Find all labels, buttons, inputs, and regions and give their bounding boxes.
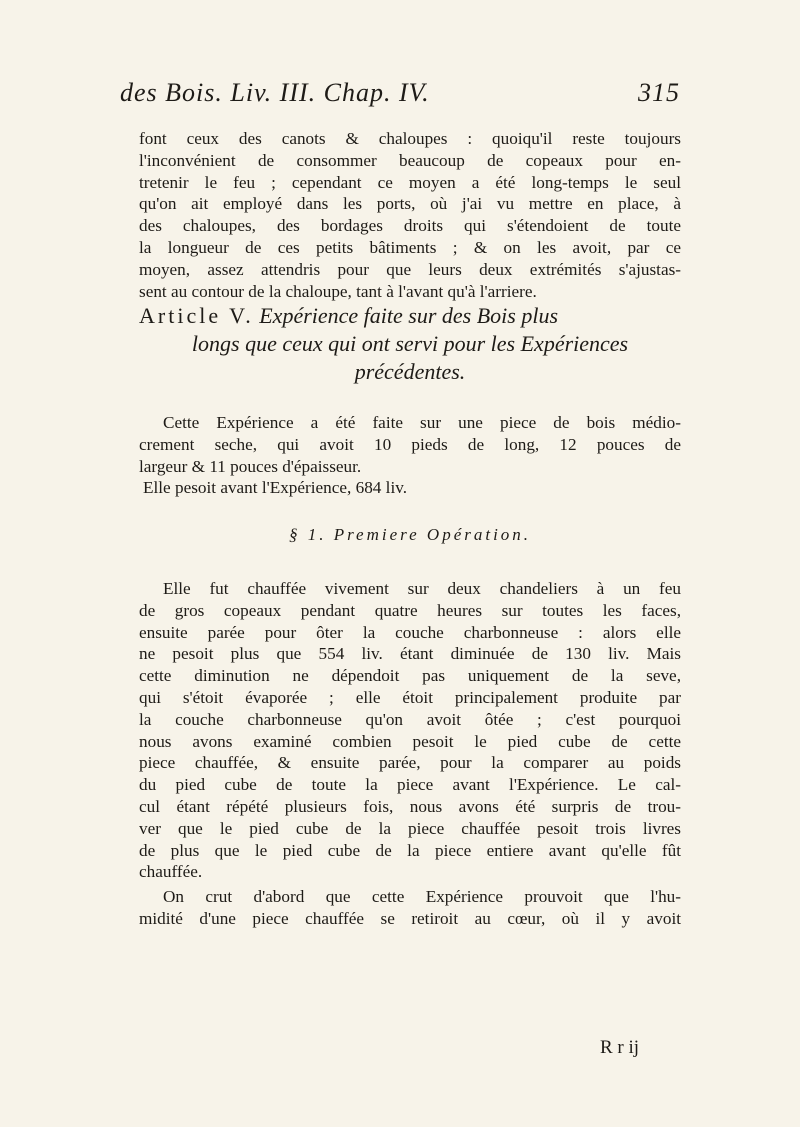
text-line: de gros copeaux pendant quatre heures sur toutes les faces, [139,600,681,620]
text-line: Elle fut chauffée vivement sur deux chandeliers à un feu [163,579,681,598]
text-line: ne pesoit plus que 554 liv. étant diminuée de 130 liv. Mais [139,644,681,664]
text-line: la couche charbonneuse qu'on avoit ôtée ; c'est pourquoi [139,709,681,729]
running-title: des Bois. Liv. III. Chap. IV. [120,78,430,107]
text-line: largeur & 11 pouces d'épaisseur. [139,456,362,476]
text-line: ver que le pied cube de la piece chauffée pesoit trois livres [139,818,681,838]
article-title-line: longs que ceux qui ont servi pour les Expériences [191,331,629,356]
paragraph-experiment [139,412,681,499]
text-line: sent au contour de la chaloupe, tant à l'avant qu'à l'arriere. [139,281,537,301]
page-number: 315 [638,78,680,107]
article-title-line: précédentes. [354,359,466,384]
article-heading [139,302,681,386]
text-line: font ceux des canots & chaloupes : quoiqu'il reste toujours [139,129,681,148]
section-heading: § 1. Premiere Opération. [288,525,532,544]
text-line: crement seche, qui avoit 10 pieds de long, 12 pouces de [139,434,681,454]
text-line: tretenir le feu ; cependant ce moyen a été long-temps le seul [139,172,681,192]
text-line: cette diminution ne dépendoit pas uniquement de la seve, [139,666,681,686]
text-line: chauffée. [139,862,203,882]
article-title-part: Expérience faite sur des Bois plus [259,303,559,328]
text-line: qu'on ait employé dans les ports, où j'ai vu mettre en place, à [139,194,681,214]
running-header [120,78,680,118]
text-line: On crut d'abord que cette Expérience prouvoit que l'hu- [163,887,681,906]
text-line: l'inconvénient de consommer beaucoup de copeaux pour en- [139,150,681,170]
paragraph-continued [139,128,681,302]
text-line: nous avons examiné combien pesoit le pied cube de cette [139,731,681,751]
article-title-line [139,302,681,330]
text-line: de plus que le pied cube de la piece entiere avant qu'elle fût [139,840,681,860]
text-line: ensuite parée pour ôter la couche charbonneuse : alors elle [139,622,681,642]
text-line: cul étant répété plusieurs fois, nous avons été surpris de trou- [139,796,681,816]
text-line: des chaloupes, des bordages droits qui s'étendoient de toute [139,216,681,236]
text-line: qui s'étoit évaporée ; elle étoit principalement produite par [139,687,681,707]
paragraph-conclusion [139,886,681,930]
text-line: la longueur de ces petits bâtiments ; & on les avoit, par ce [139,237,681,257]
article-label: Article V. [139,303,254,328]
text-line: du pied cube de toute la piece avant l'Expérience. Le cal- [139,775,681,795]
text-line: moyen, assez attendris pour que leurs deux extrémités s'ajustas- [139,259,681,279]
text-line: Cette Expérience a été faite sur une piece de bois médio- [163,413,681,432]
text-line: Elle pesoit avant l'Expérience, 684 liv. [143,478,408,498]
text-line: piece chauffée, & ensuite parée, pour la comparer au poids [139,753,681,773]
text-line: midité d'une piece chauffée se retiroit au cœur, où il y avoit [139,908,681,928]
paragraph-operation [139,578,681,883]
signature-mark: R r ij [600,1037,640,1058]
